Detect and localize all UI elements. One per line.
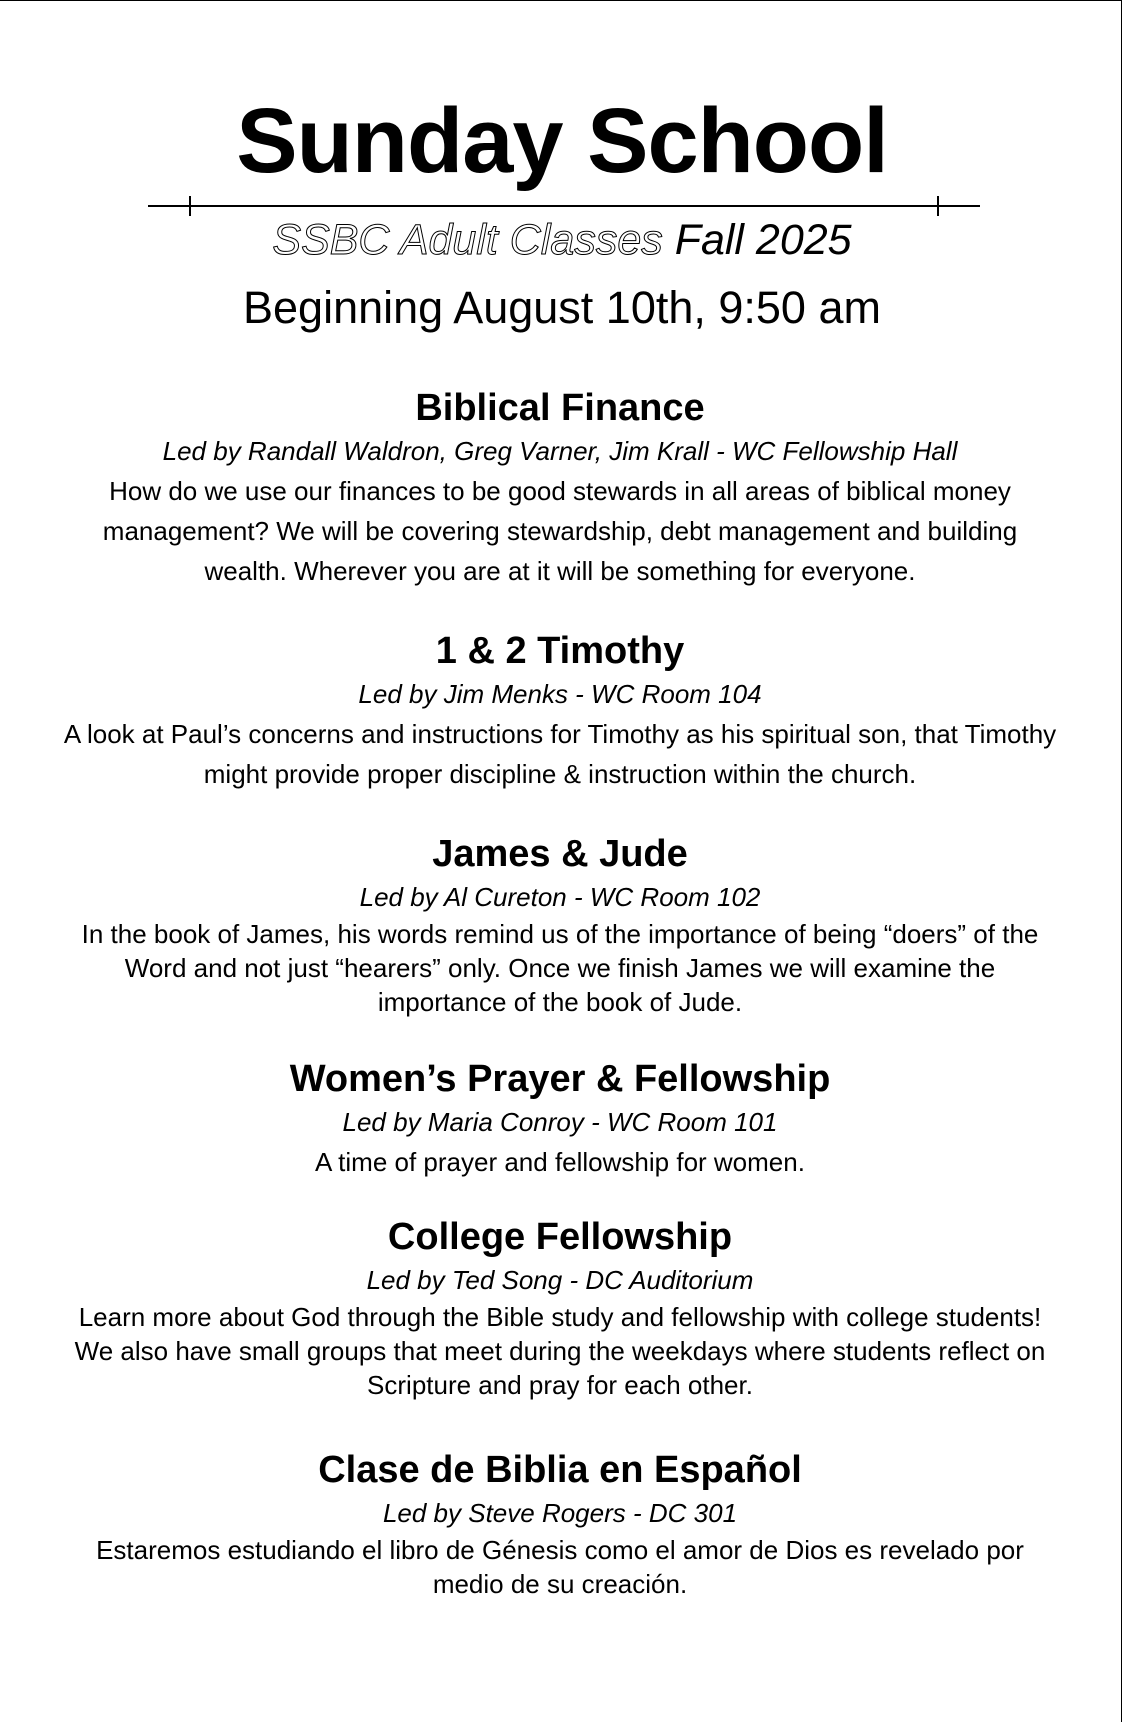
title-divider xyxy=(148,205,980,207)
course-description: In the book of James, his words remind us of the importance of being “doers” of the Word and not just “hearers” only. Once we finish James we will examine the importance of the book of Jude. xyxy=(81,919,1039,1017)
course-leader: Led by Al Cureton - WC Room 102 xyxy=(359,882,761,912)
course-title: College Fellowship xyxy=(387,1216,733,1258)
course-description: A look at Paul’s concerns and instructions for Timothy as his spiritual son, that Timothy might provide proper discipline & instruction within the church. xyxy=(63,719,1057,789)
course-leader: Led by Jim Menks - WC Room 104 xyxy=(358,679,762,709)
subtitle-term: Fall 2025 xyxy=(674,216,852,264)
course-description: How do we use our finances to be good stewards in all areas of biblical money management? We will be covering stewardship, debt management and building wealth. Wherever you are at it will be something for everyone. xyxy=(102,476,1018,586)
course-womens-prayer xyxy=(60,1056,1060,1182)
course-leader: Led by Ted Song - DC Auditorium xyxy=(366,1265,754,1295)
course-title: 1 & 2 Timothy xyxy=(435,630,685,672)
start-date: Beginning August 10th, 9:50 am xyxy=(243,282,881,333)
course-title: James & Jude xyxy=(432,833,688,875)
course-title: Women’s Prayer & Fellowship xyxy=(289,1058,831,1100)
page-title: Sunday School xyxy=(236,90,888,192)
course-timothy xyxy=(60,628,1060,794)
course-james-jude xyxy=(60,831,1060,1019)
course-biblical-finance xyxy=(60,385,1060,591)
course-description: Learn more about God through the Bible study and fellowship with college students! We also have small groups that meet during the weekdays where students reflect on Scripture and pray for each other. xyxy=(74,1302,1046,1400)
course-leader: Led by Randall Waldron, Greg Varner, Jim Krall - WC Fellowship Hall xyxy=(162,436,958,466)
course-title: Clase de Biblia en Español xyxy=(318,1449,802,1491)
course-leader: Led by Maria Conroy - WC Room 101 xyxy=(342,1107,778,1137)
course-college-fellowship xyxy=(60,1214,1060,1402)
course-leader: Led by Steve Rogers - DC 301 xyxy=(382,1498,738,1528)
subtitle-classes: SSBC Adult Classes xyxy=(272,216,663,264)
course-description: A time of prayer and fellowship for women. xyxy=(315,1147,805,1177)
course-title: Biblical Finance xyxy=(415,387,705,429)
course-description: Estaremos estudiando el libro de Génesis como el amor de Dios es revelado por medio de su creación. xyxy=(96,1535,1024,1599)
subtitle xyxy=(0,215,1124,265)
course-clase-biblia xyxy=(60,1447,1060,1601)
